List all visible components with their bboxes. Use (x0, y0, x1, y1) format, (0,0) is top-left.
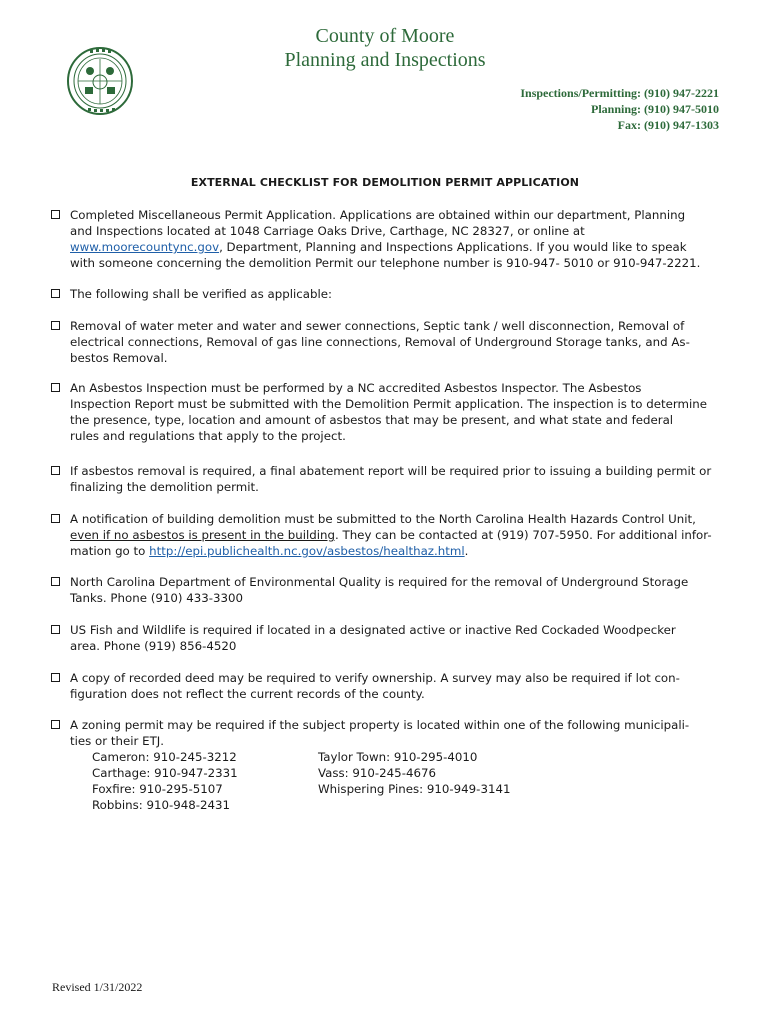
checklist-item-fish-wildlife: US Fish and Wildlife is required if located in a designated active or inactive Red Cockaded Woodpecker area. Phone (919) 856-4520 (46, 622, 676, 654)
checkbox-icon[interactable] (51, 321, 60, 330)
checklist-item-deed: A copy of recorded deed may be required to verify ownership. A survey may also be required if lot con- figuration does not reflect the current records of the county. (46, 670, 680, 702)
municipality-phone: Vass: 910-245-4676 (318, 766, 436, 780)
asbestos-info-link[interactable]: http://epi.publichealth.nc.gov/asbestos/healthaz.html (149, 544, 465, 558)
checkbox-icon[interactable] (51, 210, 60, 219)
checkbox-icon[interactable] (51, 514, 60, 523)
revision-date: Revised 1/31/2022 (52, 980, 143, 994)
municipality-phone: Cameron: 910-245-3212 (92, 750, 237, 764)
inspections-phone: Inspections/Permitting: (910) 947-2221 (520, 86, 719, 100)
checkbox-icon[interactable] (51, 466, 60, 475)
checklist-item-removals: Removal of water meter and water and sewer connections, Septic tank / well disconnection, Removal of electrical connections, Removal of gas line connections, Removal of Underground Storage tanks, and As- bestos Removal. (46, 318, 690, 366)
municipality-phone: Whispering Pines: 910-949-3141 (318, 782, 511, 796)
checklist-item-verified: The following shall be verified as applicable: (46, 286, 332, 302)
county-website-link[interactable]: www.moorecountync.gov (70, 240, 220, 254)
municipality-phone: Foxfire: 910-295-5107 (92, 782, 223, 796)
checklist-item-demolition-notification: A notification of building demolition must be submitted to the North Carolina Health Hazards Control Unit, even if no asbestos is present in the building. They can be contacted at (919) 707-5950. For additional infor- mation go to http://epi.publichealth.nc.gov/asbestos/healthaz.html. (46, 511, 712, 559)
checklist-item-abatement-report: If asbestos removal is required, a final abatement report will be required prior to issuing a building permit or finalizing the demolition permit. (46, 463, 711, 495)
municipality-phone: Taylor Town: 910-295-4010 (318, 750, 478, 764)
checkbox-icon[interactable] (51, 577, 60, 586)
municipality-phone: Carthage: 910-947-2331 (92, 766, 238, 780)
checklist-item-application: Completed Miscellaneous Permit Application. Applications are obtained within our department, Planning and Inspections located at 1048 Carriage Oaks Drive, Carthage, NC 28327, or online at www.moorecountync.gov, Department, Planning and Inspections Applications. If you would like to speak with someone concerning the demolition Permit our telephone number is 910-947- 5010 or 910-947-2221. (46, 207, 700, 271)
checkbox-icon[interactable] (51, 383, 60, 392)
municipality-phone: Robbins: 910-948-2431 (92, 798, 231, 812)
checkbox-icon[interactable] (51, 673, 60, 682)
planning-phone: Planning: (910) 947-5010 (590, 102, 719, 116)
municipality-list (70, 749, 689, 813)
checklist-item-asbestos-inspection: An Asbestos Inspection must be performed by a NC accredited Asbestos Inspector. The Asbestos Inspection Report must be submitted with the Demolition Permit application. The inspection is to determine the presence, type, location and amount of asbestos that may be present, and what state and federal rules and regulations that apply to the project. (46, 380, 707, 444)
page-subtitle: Planning and Inspections (284, 49, 486, 71)
checkbox-icon[interactable] (51, 625, 60, 634)
fax-number: Fax: (910) 947-1303 (617, 118, 719, 132)
contact-block (520, 85, 719, 133)
checkbox-icon[interactable] (51, 720, 60, 729)
checklist-item-zoning: A zoning permit may be required if the subject property is located within one of the following municipali- ties or their ETJ. Cameron: 910-245-3212 Carthage: 910-947-2331 Foxfire: 910-295-5107 Robbins: 910-948-2431 Taylor Town: 910-295-4010 Vass: 910-245-4676 Whispering Pines: 910-949-3141 (46, 717, 689, 813)
checkbox-icon[interactable] (51, 289, 60, 298)
page-title: County of Moore (315, 25, 455, 47)
checklist-heading: EXTERNAL CHECKLIST FOR DEMOLITION PERMIT APPLICATION (190, 176, 580, 189)
checklist-item-deq: North Carolina Department of Environmental Quality is required for the removal of Underground Storage Tanks. Phone (910) 433-3300 (46, 574, 688, 606)
